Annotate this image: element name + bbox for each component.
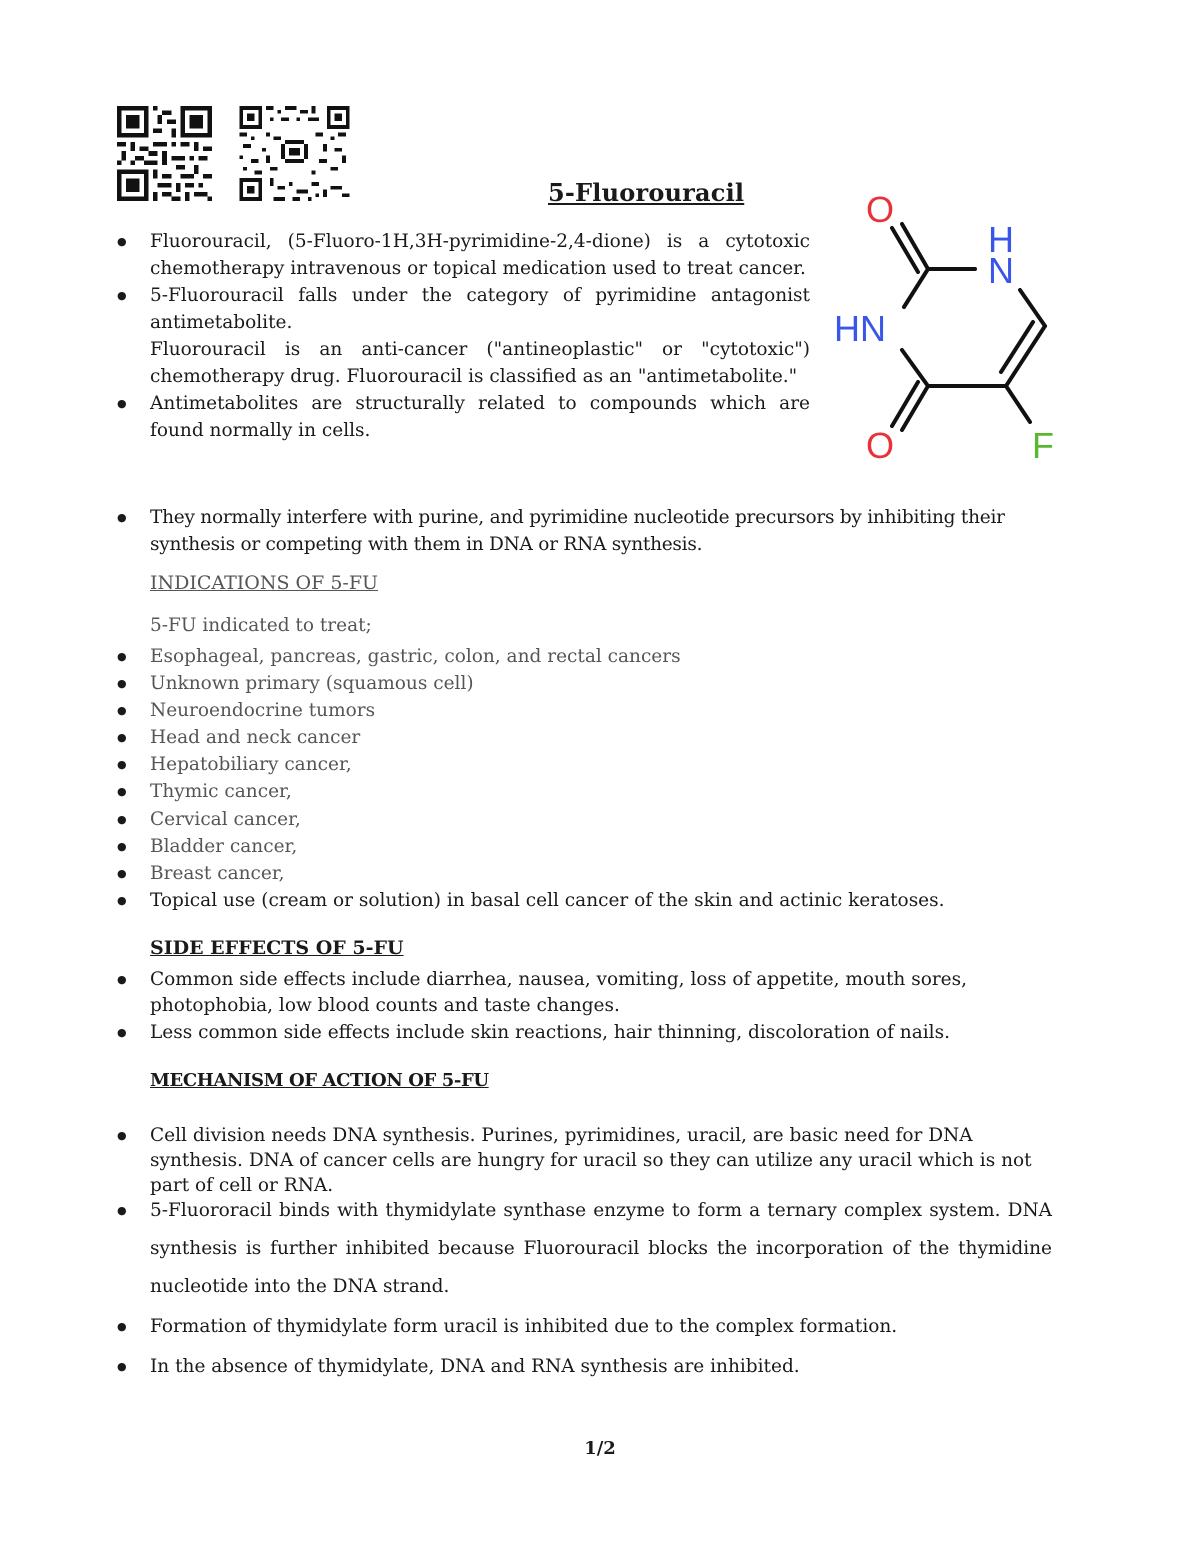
document-title: 5-Fluorouracil xyxy=(548,178,745,207)
mechanism-heading: MECHANISM OF ACTION OF 5-FU xyxy=(150,1070,489,1091)
list-item: ● In the absence of thymidylate, DNA and RNA synthesis are inhibited. xyxy=(117,1348,1052,1386)
intro-continuation: Fluorouracil is an anti-cancer ("antineoplastic" or "cytotoxic") chemotherapy drug. Fluorouracil is classified as an "antimetabolite." xyxy=(150,339,810,387)
list-item: ● Breast cancer, xyxy=(117,860,1067,887)
list-item: ● Cell division needs DNA synthesis. Purines, pyrimidines, uracil, are basic need for DNA synthesis. DNA of cancer cells are hungry for uracil so they can utilize any uracil which is not part of cell or RNA. xyxy=(117,1123,1052,1198)
indications-list xyxy=(117,643,1067,914)
qr-code-right xyxy=(237,106,352,201)
list-item: ● They normally interfere with purine, and pyrimidine nucleotide precursors by inhibiting their synthesis or competing with them in DNA or RNA synthesis. xyxy=(117,504,1052,558)
fluorouracil-structure-diagram xyxy=(830,190,1080,470)
page-number: 1/2 xyxy=(584,1438,616,1459)
nitrogen-atom: N xyxy=(988,250,1014,291)
list-item: ● Formation of thymidylate form uracil is inhibited due to the complex formation. xyxy=(117,1308,1052,1346)
list-item: ● Head and neck cancer xyxy=(117,724,1067,751)
side-effects-heading: SIDE EFFECTS OF 5-FU xyxy=(150,937,404,959)
indications-intro: 5-FU indicated to treat; xyxy=(150,615,372,636)
list-item: ● Topical use (cream or solution) in basal cell cancer of the skin and actinic keratoses. xyxy=(117,887,1067,914)
list-item: ● Fluorouracil, (5-Fluoro-1H,3H-pyrimidine-2,4-dione) is a cytotoxic chemotherapy intravenous or topical medication used to treat cancer. xyxy=(117,228,810,282)
list-item: ● 5-Fluorouracil falls under the category of pyrimidine antagonist antimetabolite. Fluorouracil is an anti-cancer ("antineoplastic" or "cytotoxic") chemotherapy drug. Fluorouracil is classified as an "antimetabolite." xyxy=(117,282,810,390)
intro-list-wide xyxy=(117,504,1052,558)
list-item: ● Thymic cancer, xyxy=(117,778,1067,805)
qr-code-left xyxy=(117,106,212,201)
list-item: ● Esophageal, pancreas, gastric, colon, and rectal cancers xyxy=(117,643,1067,670)
hn-group: HN xyxy=(834,308,886,349)
oxygen-atom-bottom: O xyxy=(866,425,895,466)
list-item: ● Antimetabolites are structurally related to compounds which are found normally in cells. xyxy=(117,390,810,444)
oxygen-atom-top: O xyxy=(866,190,895,230)
side-effects-list xyxy=(117,967,1052,1046)
fluorine-atom: F xyxy=(1032,425,1054,466)
hydrogen-atom: H xyxy=(988,219,1014,260)
list-item: ● Unknown primary (squamous cell) xyxy=(117,670,1067,697)
intro-list xyxy=(117,228,810,444)
list-item: ● Common side effects include diarrhea, nausea, vomiting, loss of appetite, mouth sores, photophobia, low blood counts and taste changes. xyxy=(117,967,1052,1019)
mechanism-list xyxy=(117,1123,1052,1386)
list-item: ● Cervical cancer, xyxy=(117,806,1067,833)
list-item: ● Bladder cancer, xyxy=(117,833,1067,860)
indications-heading: INDICATIONS OF 5-FU xyxy=(150,572,379,594)
list-item: ● Hepatobiliary cancer, xyxy=(117,751,1067,778)
list-item: ● 5-Fluororacil binds with thymidylate synthase enzyme to form a ternary complex system. DNA synthesis is further inhibited because Fluorouracil blocks the incorporation of the thymidine nucleotide into the DNA strand. xyxy=(117,1192,1052,1306)
list-item: ● Less common side effects include skin reactions, hair thinning, discoloration of nails. xyxy=(117,1020,1052,1046)
list-item: ● Neuroendocrine tumors xyxy=(117,697,1067,724)
